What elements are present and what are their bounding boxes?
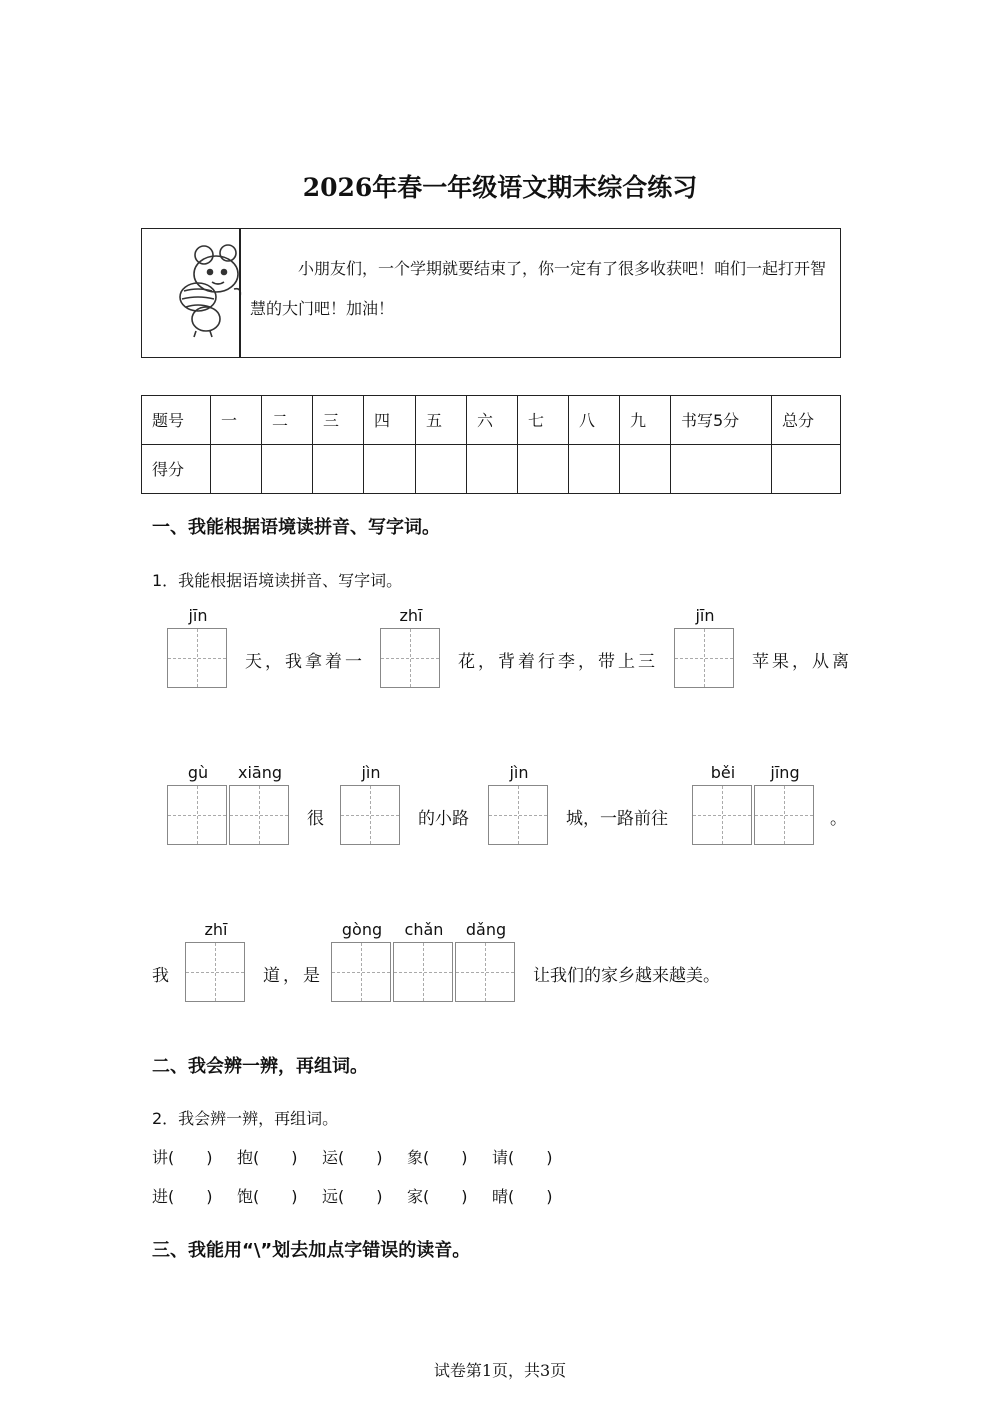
word-group-row bbox=[152, 1145, 577, 1168]
intro-divider bbox=[239, 229, 241, 357]
tian-zi-ge-box[interactable] bbox=[167, 628, 227, 688]
tian-zi-ge-box[interactable] bbox=[692, 785, 752, 845]
row-label: 得分 bbox=[142, 445, 211, 494]
word-blank[interactable]: 运( ) bbox=[322, 1148, 383, 1167]
word-blank[interactable]: 讲( ) bbox=[152, 1148, 213, 1167]
intro-message: 小朋友们，一个学期就要结束了，你一定有了很多收获吧！咱们一起打开智慧的大门吧！加油！ bbox=[250, 259, 827, 318]
question-2: 2．我会辨一辨，再组词。 bbox=[152, 1109, 339, 1128]
header-cell: 九 bbox=[620, 396, 671, 445]
header-cell: 一 bbox=[211, 396, 262, 445]
tian-zi-ge-box[interactable] bbox=[229, 785, 289, 845]
pinyin-label: jīn bbox=[188, 606, 208, 625]
tian-zi-ge-box[interactable] bbox=[754, 785, 814, 845]
word-blank[interactable]: 象( ) bbox=[407, 1148, 468, 1167]
tian-zi-ge-box[interactable] bbox=[488, 785, 548, 845]
sentence-text: 城，一路前往 bbox=[566, 809, 668, 829]
word-blank[interactable]: 晴( ) bbox=[492, 1187, 553, 1206]
sentence-text: 花，背着行李，带上三 bbox=[458, 652, 658, 672]
pinyin-label: xiāng bbox=[237, 763, 282, 782]
page-footer: 试卷第1页，共3页 bbox=[433, 1361, 567, 1380]
tian-zi-ge-box[interactable] bbox=[340, 785, 400, 845]
word-blank[interactable]: 进( ) bbox=[152, 1187, 213, 1206]
tian-zi-ge-box[interactable] bbox=[167, 785, 227, 845]
word-blank[interactable]: 抱( ) bbox=[237, 1148, 298, 1167]
pinyin-label: běi bbox=[710, 763, 736, 782]
score-cell[interactable] bbox=[467, 445, 518, 494]
word-group-row bbox=[152, 1184, 577, 1207]
header-cell: 六 bbox=[467, 396, 518, 445]
pinyin-label: chǎn bbox=[404, 920, 444, 939]
bee-illustration bbox=[176, 239, 246, 339]
pinyin-label: gòng bbox=[341, 920, 383, 939]
pinyin-label: jīng bbox=[770, 763, 800, 782]
header-cell: 五 bbox=[416, 396, 467, 445]
sentence-text: 。 bbox=[830, 809, 850, 829]
header-cell: 书写5分 bbox=[671, 396, 772, 445]
pinyin-label: zhī bbox=[399, 606, 423, 625]
score-table-header-row bbox=[142, 396, 841, 445]
score-cell[interactable] bbox=[416, 445, 467, 494]
score-cell[interactable] bbox=[518, 445, 569, 494]
sentence-text: 很 bbox=[307, 809, 327, 829]
question-1: 1．我能根据语境读拼音、写字词。 bbox=[152, 571, 403, 590]
sentence-text: 道，是 bbox=[263, 966, 323, 986]
page-title: 2026年春一年级语文期末综合练习 bbox=[302, 173, 698, 202]
score-cell[interactable] bbox=[313, 445, 364, 494]
header-cell: 七 bbox=[518, 396, 569, 445]
tian-zi-ge-box[interactable] bbox=[380, 628, 440, 688]
pinyin-label: jīn bbox=[695, 606, 715, 625]
pinyin-label: zhī bbox=[204, 920, 228, 939]
score-cell[interactable] bbox=[211, 445, 262, 494]
pinyin-label: jìn bbox=[361, 763, 381, 782]
score-cell[interactable] bbox=[262, 445, 313, 494]
sentence-text: 苹果，从离 bbox=[752, 652, 852, 672]
score-cell[interactable] bbox=[569, 445, 620, 494]
pinyin-label: dǎng bbox=[465, 920, 507, 939]
word-blank[interactable]: 远( ) bbox=[322, 1187, 383, 1206]
section1-heading: 一、我能根据语境读拼音、写字词。 bbox=[152, 517, 440, 538]
header-cell: 八 bbox=[569, 396, 620, 445]
tian-zi-ge-box[interactable] bbox=[674, 628, 734, 688]
header-cell: 总分 bbox=[772, 396, 841, 445]
score-cell[interactable] bbox=[620, 445, 671, 494]
word-blank[interactable]: 请( ) bbox=[492, 1148, 553, 1167]
score-table bbox=[141, 395, 841, 494]
section3-heading: 三、我能用“\”划去加点字错误的读音。 bbox=[152, 1240, 471, 1261]
sentence-text: 的小路 bbox=[418, 809, 469, 829]
header-cell: 二 bbox=[262, 396, 313, 445]
word-blank[interactable]: 家( ) bbox=[407, 1187, 468, 1206]
tian-zi-ge-box[interactable] bbox=[393, 942, 453, 1002]
section2-heading: 二、我会辨一辨，再组词。 bbox=[152, 1056, 368, 1077]
score-cell[interactable] bbox=[364, 445, 416, 494]
tian-zi-ge-box[interactable] bbox=[331, 942, 391, 1002]
pinyin-label: gù bbox=[187, 763, 209, 782]
pinyin-label: jìn bbox=[509, 763, 529, 782]
score-table-score-row bbox=[142, 445, 841, 494]
sentence-text: 我 bbox=[152, 966, 172, 986]
tian-zi-ge-box[interactable] bbox=[185, 942, 245, 1002]
sentence-text: 天，我拿着一 bbox=[245, 652, 365, 672]
sentence-text: 让我们的家乡越来越美。 bbox=[533, 966, 720, 986]
header-cell: 三 bbox=[313, 396, 364, 445]
header-cell: 题号 bbox=[142, 396, 211, 445]
header-cell: 四 bbox=[364, 396, 416, 445]
intro-box bbox=[141, 228, 841, 358]
score-cell[interactable] bbox=[772, 445, 841, 494]
word-blank[interactable]: 饱( ) bbox=[237, 1187, 298, 1206]
score-cell[interactable] bbox=[671, 445, 772, 494]
tian-zi-ge-box[interactable] bbox=[455, 942, 515, 1002]
